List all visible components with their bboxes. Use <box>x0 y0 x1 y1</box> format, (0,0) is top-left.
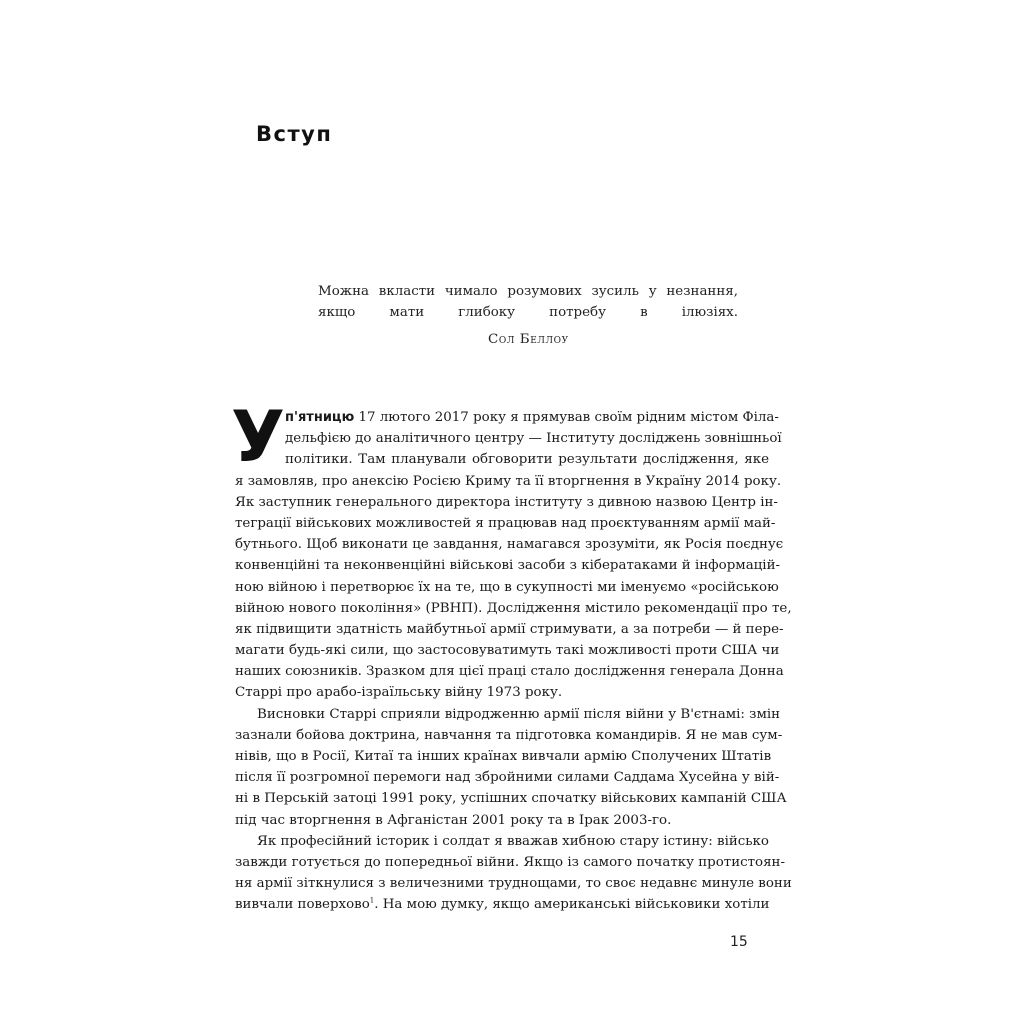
epigraph-author: Сол Беллоу <box>488 332 569 348</box>
body-line: Як заступник генерального директора інституту з дивною назвою Центр ін- <box>235 494 778 510</box>
body-line: наших союзників. Зразком для цієї праці стало дослідження генерала Донна <box>235 664 784 680</box>
lead-in-word: п'ятницю <box>285 410 355 425</box>
body-line: Старрі про арабо-ізраїльську війну 1973 року. <box>235 685 563 701</box>
body-line: як підвищити здатність майбутньої армії стримувати, а за потреби — й пере- <box>235 621 784 637</box>
body-line: ні в Перській затоці 1991 року, успішних спочатку військових кампаній США <box>235 791 787 807</box>
drop-cap: У <box>231 396 285 478</box>
body-line: зазнали бойова доктрина, навчання та підготовка командирів. Я не мав сум- <box>235 727 783 743</box>
body-line: бутнього. Щоб виконати це завдання, намагався зрозуміти, як Росія поєднує <box>235 537 784 553</box>
body-line: магати будь-які сили, що застосовуватимуть такі можливості проти США чи <box>235 643 780 659</box>
epigraph <box>318 282 738 350</box>
epigraph-line: якщо мати глибоку потребу в ілюзіях. <box>318 305 738 321</box>
body-line: Висновки Старрі сприяли відродженню армії після війни у В'єтнамі: змін <box>257 706 781 722</box>
body-line: Як професійний історик і солдат я вважав хибною стару істину: військо <box>257 833 769 849</box>
body-text <box>235 407 792 916</box>
body-line: нівів, що в Росії, Китаї та інших країнах вивчали армію Сполучених Штатів <box>235 749 772 764</box>
body-line: вивчали поверхово$^1$. На мою думку, якщо американські військовики хотіли <box>235 896 770 913</box>
body-line: я замовляв, про анексію Росією Криму та її вторгнення в Україну 2014 року. <box>235 473 782 489</box>
body-line: ною війною і перетворює їх на те, що в сукупності ми іменуємо «російською <box>235 579 779 595</box>
body-line: політики. Там планували обговорити результати дослідження, яке <box>285 452 769 468</box>
page-number: 15 <box>730 934 748 950</box>
body-line: завжди готується до попередньої війни. Якщо із самого початку протистоян- <box>235 854 785 870</box>
body-line: теграції військових можливостей я працював над проєктуванням армії май- <box>235 515 776 531</box>
body-line: дельфією до аналітичного центру — Інституту досліджень зовнішньої <box>285 431 782 447</box>
epigraph-line: Можна вкласти чимало розумових зусиль у незнання, <box>318 284 738 299</box>
footnote-ref[interactable]: 1 <box>369 896 375 905</box>
body-line: під час вторгнення в Афганістан 2001 року та в Ірак 2003-го. <box>235 812 672 828</box>
body-line: ня армії зіткнулися з величезними труднощами, то своє недавнє минуле вони <box>235 876 792 892</box>
body-line: п'ятницю 17 лютого 2017 року я прямував своїм рідним містом Філа- <box>285 410 779 425</box>
body-line: після її розгромної перемоги над збройними силами Саддама Хусейна у вій- <box>235 770 780 786</box>
chapter-heading: Вступ <box>256 122 333 146</box>
body-line: війною нового покоління» (РВНП). Дослідження містило рекомендації про те, <box>235 600 792 616</box>
body-line: конвенційні та неконвенційні військові засоби з кібератаками й інформацій- <box>235 558 781 574</box>
